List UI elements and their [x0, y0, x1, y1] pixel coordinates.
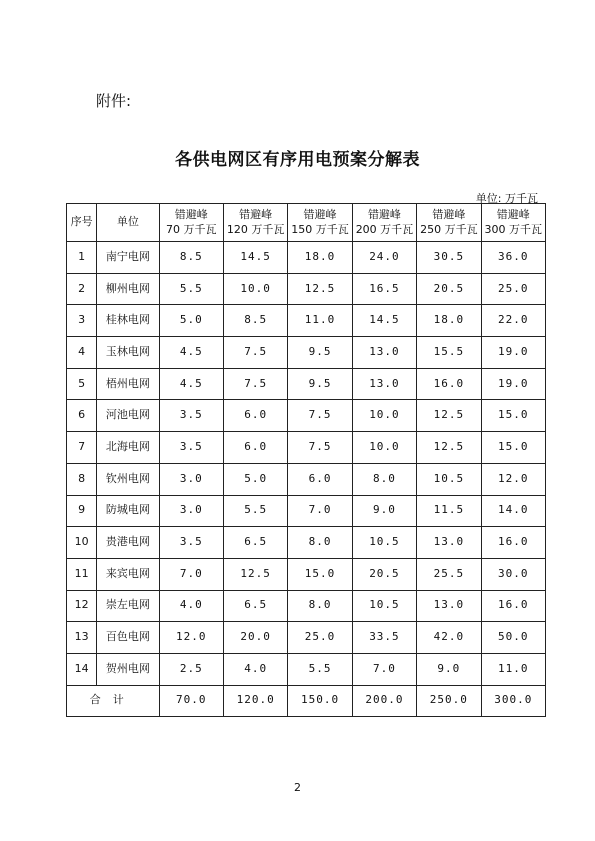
row-value: 25.0	[288, 622, 352, 654]
total-value: 300.0	[481, 685, 545, 716]
total-value: 70.0	[159, 685, 223, 716]
table-row	[67, 590, 546, 622]
header-level-300	[481, 204, 545, 242]
row-unit: 桂林电网	[97, 305, 159, 337]
total-value: 120.0	[223, 685, 287, 716]
row-unit: 百色电网	[97, 622, 159, 654]
row-value: 22.0	[481, 305, 545, 337]
row-seq: 11	[67, 558, 97, 590]
row-seq: 8	[67, 463, 97, 495]
row-value: 13.0	[417, 527, 481, 559]
row-value: 5.0	[159, 305, 223, 337]
row-value: 3.5	[159, 432, 223, 464]
row-value: 16.0	[481, 527, 545, 559]
header-level-120	[223, 204, 287, 242]
row-unit: 贵港电网	[97, 527, 159, 559]
header-level-line1: 错避峰	[367, 207, 401, 221]
row-value: 6.5	[223, 527, 287, 559]
header-level-line2: 70 万千瓦	[166, 222, 217, 236]
header-level-line1: 错避峰	[174, 207, 208, 221]
header-level-line2: 200 万千瓦	[355, 222, 414, 236]
row-value: 13.0	[352, 368, 416, 400]
page-number: 2	[294, 781, 301, 794]
row-value: 8.0	[352, 463, 416, 495]
table-row	[67, 558, 546, 590]
row-value: 20.5	[352, 558, 416, 590]
table-row	[67, 622, 546, 654]
row-value: 10.5	[352, 527, 416, 559]
row-value: 25.0	[481, 273, 545, 305]
row-value: 11.5	[417, 495, 481, 527]
table-row	[67, 653, 546, 685]
table-row	[67, 432, 546, 464]
row-value: 7.5	[288, 432, 352, 464]
table-header	[67, 204, 546, 242]
row-value: 10.0	[223, 273, 287, 305]
row-value: 3.5	[159, 400, 223, 432]
row-seq: 2	[67, 273, 97, 305]
header-level-200	[352, 204, 416, 242]
header-unit: 单位	[97, 204, 159, 242]
row-value: 20.5	[417, 273, 481, 305]
row-seq: 4	[67, 337, 97, 369]
table-row	[67, 242, 546, 274]
row-value: 19.0	[481, 337, 545, 369]
row-value: 16.0	[481, 590, 545, 622]
row-value: 12.5	[417, 400, 481, 432]
row-seq: 9	[67, 495, 97, 527]
row-value: 6.5	[223, 590, 287, 622]
header-level-line1: 错避峰	[496, 207, 530, 221]
row-value: 4.0	[223, 653, 287, 685]
header-level-line1: 错避峰	[239, 207, 273, 221]
row-value: 16.0	[417, 368, 481, 400]
row-value: 9.0	[352, 495, 416, 527]
row-value: 12.5	[288, 273, 352, 305]
row-unit: 梧州电网	[97, 368, 159, 400]
row-value: 5.5	[288, 653, 352, 685]
row-unit: 钦州电网	[97, 463, 159, 495]
row-unit: 玉林电网	[97, 337, 159, 369]
row-seq: 3	[67, 305, 97, 337]
row-value: 12.5	[223, 558, 287, 590]
row-value: 4.0	[159, 590, 223, 622]
table-row	[67, 495, 546, 527]
total-value: 150.0	[288, 685, 352, 716]
row-value: 9.0	[417, 653, 481, 685]
table-row	[67, 273, 546, 305]
header-level-150	[288, 204, 352, 242]
row-value: 10.5	[352, 590, 416, 622]
table-row	[67, 305, 546, 337]
table-body	[67, 242, 546, 686]
row-unit: 防城电网	[97, 495, 159, 527]
header-seq: 序号	[67, 204, 97, 242]
row-value: 6.0	[223, 400, 287, 432]
row-value: 8.0	[288, 590, 352, 622]
total-value: 250.0	[417, 685, 481, 716]
row-value: 7.0	[159, 558, 223, 590]
row-value: 20.0	[223, 622, 287, 654]
row-value: 2.5	[159, 653, 223, 685]
header-level-70	[159, 204, 223, 242]
table-footer	[67, 685, 546, 716]
row-value: 33.5	[352, 622, 416, 654]
allocation-table	[66, 203, 546, 717]
row-value: 18.0	[288, 242, 352, 274]
row-value: 5.5	[159, 273, 223, 305]
row-value: 4.5	[159, 337, 223, 369]
row-value: 7.0	[288, 495, 352, 527]
attachment-label: 附件:	[96, 92, 132, 110]
header-row	[67, 204, 546, 242]
row-value: 5.5	[223, 495, 287, 527]
row-unit: 来宾电网	[97, 558, 159, 590]
table-row	[67, 337, 546, 369]
row-value: 12.5	[417, 432, 481, 464]
row-value: 3.5	[159, 527, 223, 559]
row-value: 10.5	[417, 463, 481, 495]
row-value: 5.0	[223, 463, 287, 495]
row-value: 9.5	[288, 368, 352, 400]
row-seq: 7	[67, 432, 97, 464]
row-value: 11.0	[481, 653, 545, 685]
row-value: 7.5	[223, 368, 287, 400]
table-row	[67, 368, 546, 400]
row-value: 14.5	[223, 242, 287, 274]
row-value: 7.5	[288, 400, 352, 432]
row-value: 15.0	[288, 558, 352, 590]
row-seq: 10	[67, 527, 97, 559]
row-value: 16.5	[352, 273, 416, 305]
header-level-line2: 250 万千瓦	[420, 222, 478, 236]
row-value: 25.5	[417, 558, 481, 590]
row-value: 15.5	[417, 337, 481, 369]
row-value: 8.5	[159, 242, 223, 274]
total-row	[67, 685, 546, 716]
row-value: 42.0	[417, 622, 481, 654]
row-seq: 13	[67, 622, 97, 654]
row-unit: 河池电网	[97, 400, 159, 432]
row-unit: 柳州电网	[97, 273, 159, 305]
row-value: 8.0	[288, 527, 352, 559]
row-value: 13.0	[417, 590, 481, 622]
row-seq: 5	[67, 368, 97, 400]
row-value: 36.0	[481, 242, 545, 274]
header-level-line2: 300 万千瓦	[484, 222, 543, 236]
row-seq: 14	[67, 653, 97, 685]
row-value: 15.0	[481, 400, 545, 432]
row-value: 6.0	[223, 432, 287, 464]
header-level-line2: 120 万千瓦	[226, 222, 285, 236]
row-value: 4.5	[159, 368, 223, 400]
total-label-cell	[67, 685, 160, 716]
row-unit: 北海电网	[97, 432, 159, 464]
row-value: 24.0	[352, 242, 416, 274]
row-value: 30.5	[417, 242, 481, 274]
row-value: 12.0	[481, 463, 545, 495]
row-unit: 贺州电网	[97, 653, 159, 685]
total-label: 合计	[89, 693, 136, 707]
row-seq: 6	[67, 400, 97, 432]
row-value: 7.5	[223, 337, 287, 369]
row-unit: 崇左电网	[97, 590, 159, 622]
row-value: 3.0	[159, 463, 223, 495]
row-value: 18.0	[417, 305, 481, 337]
row-value: 11.0	[288, 305, 352, 337]
row-value: 50.0	[481, 622, 545, 654]
row-value: 30.0	[481, 558, 545, 590]
page-title: 各供电网区有序用电预案分解表	[175, 150, 420, 170]
row-value: 10.0	[352, 432, 416, 464]
row-value: 10.0	[352, 400, 416, 432]
header-level-250	[417, 204, 481, 242]
row-value: 9.5	[288, 337, 352, 369]
row-value: 8.5	[223, 305, 287, 337]
row-value: 7.0	[352, 653, 416, 685]
row-value: 19.0	[481, 368, 545, 400]
header-level-line1: 错避峰	[303, 207, 337, 221]
table-row	[67, 400, 546, 432]
row-value: 14.0	[481, 495, 545, 527]
table-row	[67, 527, 546, 559]
row-seq: 12	[67, 590, 97, 622]
row-value: 14.5	[352, 305, 416, 337]
row-value: 12.0	[159, 622, 223, 654]
table-row	[67, 463, 546, 495]
row-unit: 南宁电网	[97, 242, 159, 274]
row-value: 13.0	[352, 337, 416, 369]
row-seq: 1	[67, 242, 97, 274]
header-level-line1: 错避峰	[432, 207, 466, 221]
total-value: 200.0	[352, 685, 416, 716]
row-value: 6.0	[288, 463, 352, 495]
row-value: 15.0	[481, 432, 545, 464]
row-value: 3.0	[159, 495, 223, 527]
unit-note: 单位: 万千瓦	[475, 192, 538, 205]
header-level-line2: 150 万千瓦	[291, 222, 349, 236]
